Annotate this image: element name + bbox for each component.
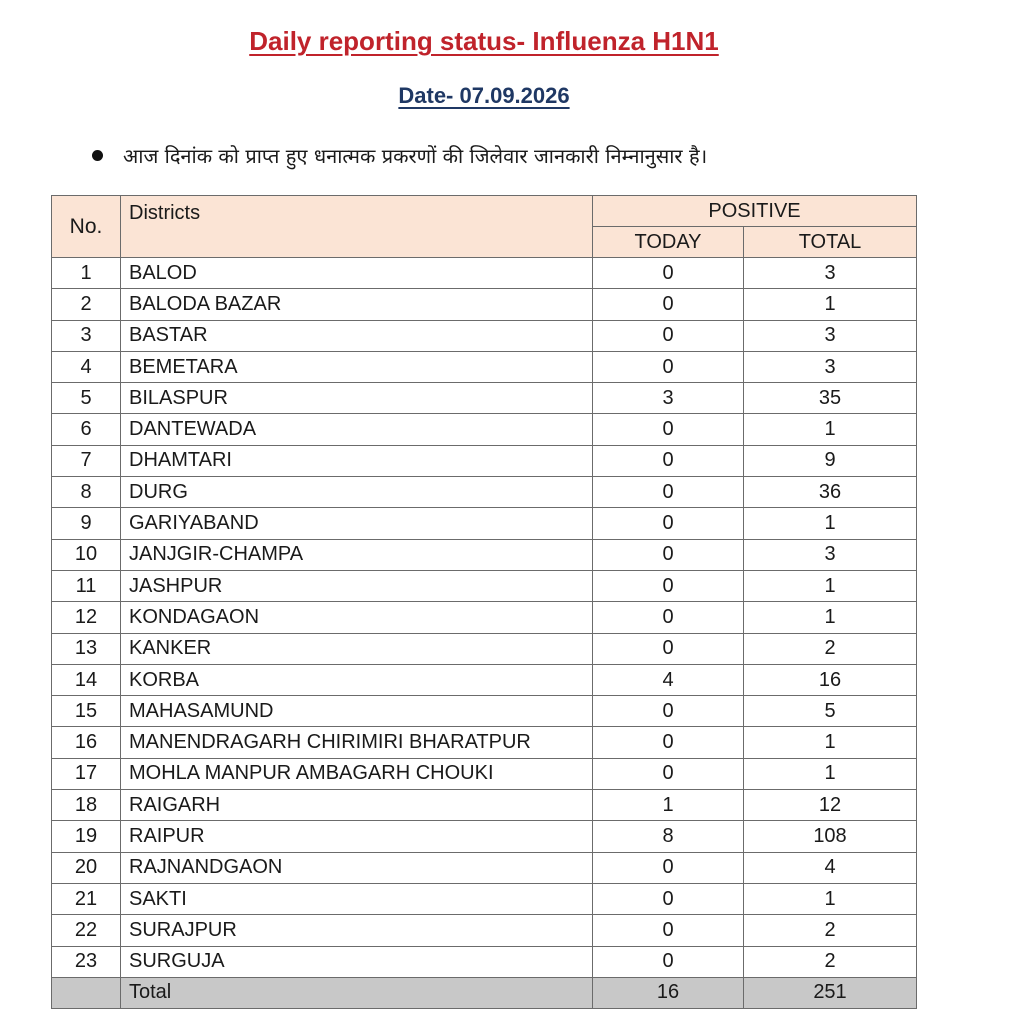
table-row — [52, 508, 917, 539]
row-today: 0 — [593, 696, 744, 727]
row-district: SAKTI — [121, 883, 593, 914]
row-district: GARIYABAND — [121, 508, 593, 539]
total-row-today: 16 — [593, 977, 744, 1008]
table-row — [52, 852, 917, 883]
header-today: TODAY — [593, 227, 744, 258]
row-today: 0 — [593, 508, 744, 539]
row-district: BILASPUR — [121, 383, 593, 414]
header-no: No. — [52, 196, 121, 258]
row-number: 6 — [52, 414, 121, 445]
table-row — [52, 883, 917, 914]
table-row — [52, 915, 917, 946]
district-positive-table — [51, 195, 917, 1009]
row-today: 8 — [593, 821, 744, 852]
row-number: 13 — [52, 633, 121, 664]
table-row — [52, 351, 917, 382]
row-district: MANENDRAGARH CHIRIMIRI BHARATPUR — [121, 727, 593, 758]
row-today: 0 — [593, 633, 744, 664]
table-row — [52, 946, 917, 977]
row-today: 0 — [593, 602, 744, 633]
total-row — [52, 977, 917, 1008]
row-total: 2 — [744, 915, 917, 946]
row-today: 0 — [593, 445, 744, 476]
row-district: KORBA — [121, 664, 593, 695]
row-number: 19 — [52, 821, 121, 852]
note-line — [92, 142, 707, 169]
row-today: 0 — [593, 570, 744, 601]
header-total: TOTAL — [744, 227, 917, 258]
row-total: 1 — [744, 727, 917, 758]
row-district: RAIGARH — [121, 790, 593, 821]
row-total: 1 — [744, 570, 917, 601]
header-positive: POSITIVE — [593, 196, 917, 227]
row-number: 3 — [52, 320, 121, 351]
row-district: BASTAR — [121, 320, 593, 351]
row-number: 22 — [52, 915, 121, 946]
table-row — [52, 821, 917, 852]
row-today: 0 — [593, 727, 744, 758]
row-number: 17 — [52, 758, 121, 789]
row-district: MOHLA MANPUR AMBAGARH CHOUKI — [121, 758, 593, 789]
row-district: JASHPUR — [121, 570, 593, 601]
row-today: 0 — [593, 758, 744, 789]
table-row — [52, 602, 917, 633]
row-total: 3 — [744, 351, 917, 382]
row-number: 20 — [52, 852, 121, 883]
row-today: 4 — [593, 664, 744, 695]
row-number: 12 — [52, 602, 121, 633]
row-today: 0 — [593, 946, 744, 977]
total-row-number — [52, 977, 121, 1008]
row-district: BALODA BAZAR — [121, 289, 593, 320]
report-date: Date- 07.09.2026 — [398, 83, 570, 108]
row-total: 1 — [744, 883, 917, 914]
row-today: 0 — [593, 539, 744, 570]
row-number: 23 — [52, 946, 121, 977]
row-number: 2 — [52, 289, 121, 320]
row-total: 16 — [744, 664, 917, 695]
table-row — [52, 320, 917, 351]
row-today: 0 — [593, 320, 744, 351]
row-district: JANJGIR-CHAMPA — [121, 539, 593, 570]
table-row — [52, 258, 917, 289]
row-total: 108 — [744, 821, 917, 852]
row-total: 1 — [744, 758, 917, 789]
row-district: RAIPUR — [121, 821, 593, 852]
table-row — [52, 445, 917, 476]
row-district: DURG — [121, 477, 593, 508]
row-today: 0 — [593, 852, 744, 883]
row-total: 2 — [744, 633, 917, 664]
row-total: 35 — [744, 383, 917, 414]
row-number: 15 — [52, 696, 121, 727]
row-number: 21 — [52, 883, 121, 914]
row-today: 0 — [593, 915, 744, 946]
table-row — [52, 477, 917, 508]
row-total: 2 — [744, 946, 917, 977]
row-total: 36 — [744, 477, 917, 508]
row-district: KANKER — [121, 633, 593, 664]
row-number: 16 — [52, 727, 121, 758]
row-district: BEMETARA — [121, 351, 593, 382]
table-row — [52, 790, 917, 821]
row-district: DANTEWADA — [121, 414, 593, 445]
row-total: 1 — [744, 602, 917, 633]
row-today: 0 — [593, 258, 744, 289]
row-today: 0 — [593, 477, 744, 508]
row-total: 3 — [744, 320, 917, 351]
row-number: 4 — [52, 351, 121, 382]
total-row-total: 251 — [744, 977, 917, 1008]
row-total: 3 — [744, 258, 917, 289]
row-total: 12 — [744, 790, 917, 821]
row-today: 0 — [593, 289, 744, 320]
row-district: DHAMTARI — [121, 445, 593, 476]
bullet-icon — [92, 150, 103, 161]
row-total: 1 — [744, 289, 917, 320]
row-total: 1 — [744, 414, 917, 445]
row-district: BALOD — [121, 258, 593, 289]
row-total: 1 — [744, 508, 917, 539]
row-number: 14 — [52, 664, 121, 695]
note-text: आज दिनांक को प्राप्त हुए धनात्मक प्रकरणों की जिलेवार जानकारी निम्नानुसार है। — [123, 144, 708, 168]
row-number: 5 — [52, 383, 121, 414]
row-number: 11 — [52, 570, 121, 601]
total-row-label: Total — [121, 977, 593, 1008]
row-total: 5 — [744, 696, 917, 727]
row-district: RAJNANDGAON — [121, 852, 593, 883]
row-district: KONDAGAON — [121, 602, 593, 633]
row-number: 7 — [52, 445, 121, 476]
header-districts: Districts — [121, 196, 593, 258]
table-row — [52, 289, 917, 320]
row-today: 1 — [593, 790, 744, 821]
table-row — [52, 758, 917, 789]
table-row — [52, 633, 917, 664]
row-today: 0 — [593, 414, 744, 445]
table-row — [52, 414, 917, 445]
row-total: 9 — [744, 445, 917, 476]
row-today: 3 — [593, 383, 744, 414]
row-number: 10 — [52, 539, 121, 570]
row-total: 4 — [744, 852, 917, 883]
row-number: 9 — [52, 508, 121, 539]
row-today: 0 — [593, 351, 744, 382]
table-row — [52, 696, 917, 727]
row-today: 0 — [593, 883, 744, 914]
table-row — [52, 570, 917, 601]
row-number: 1 — [52, 258, 121, 289]
row-number: 18 — [52, 790, 121, 821]
row-total: 3 — [744, 539, 917, 570]
row-district: SURAJPUR — [121, 915, 593, 946]
table-row — [52, 727, 917, 758]
row-district: MAHASAMUND — [121, 696, 593, 727]
table-row — [52, 383, 917, 414]
table-row — [52, 539, 917, 570]
report-title: Daily reporting status- Influenza H1N1 — [249, 26, 719, 56]
row-number: 8 — [52, 477, 121, 508]
table-row — [52, 664, 917, 695]
row-district: SURGUJA — [121, 946, 593, 977]
